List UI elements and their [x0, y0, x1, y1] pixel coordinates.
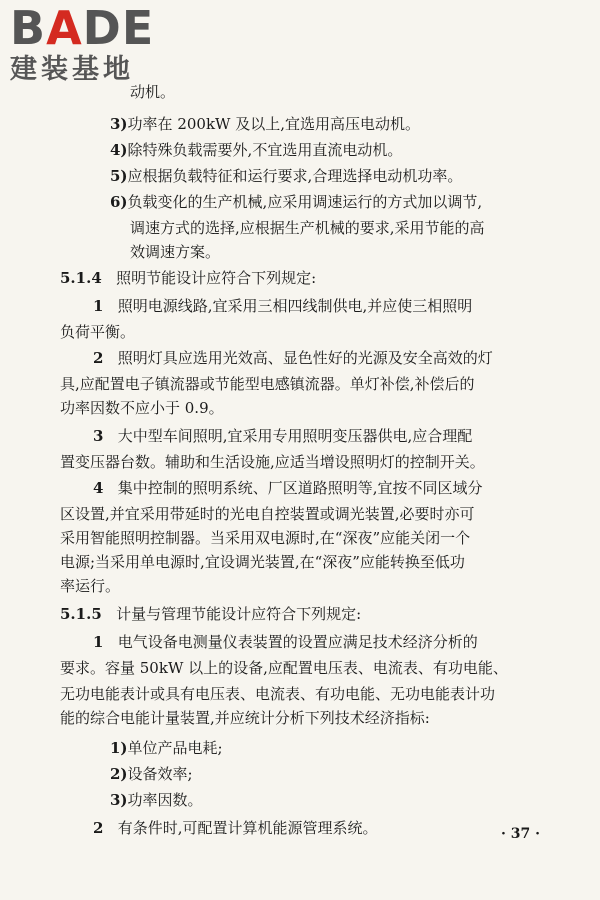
paragraph-item	[93, 818, 378, 838]
paragraph-item	[93, 632, 478, 652]
text-line	[60, 552, 465, 572]
paragraph-item	[93, 426, 472, 446]
list-item	[110, 166, 462, 186]
text-line	[60, 528, 470, 548]
line-text: 效调速方案。	[130, 243, 221, 261]
text-line	[60, 452, 485, 472]
line-text: 照明节能设计应符合下列规定:	[116, 269, 317, 287]
line-text: 负荷平衡。	[60, 323, 136, 341]
line-text: 应根据负载特征和运行要求,合理选择电动机功率。	[127, 167, 463, 185]
line-text: 无功电能表计或具有电压表、电流表、有功电能、无功电能表计功	[60, 685, 496, 703]
line-text: 设备效率;	[127, 765, 193, 783]
text-line	[130, 242, 220, 262]
text-line	[130, 82, 175, 102]
text-line	[60, 504, 475, 524]
paragraph-item	[93, 348, 493, 368]
line-text: 照明电源线路,宜采用三相四线制供电,并应使三相照明	[117, 297, 473, 315]
item-number: 2	[93, 819, 104, 837]
text-line	[60, 684, 495, 704]
list-item	[110, 790, 203, 810]
line-text: 单位产品电耗;	[127, 739, 223, 757]
text-line	[130, 218, 485, 238]
logo-wordmark	[10, 1, 190, 55]
line-text: 采用智能照明控制器。当采用双电源时,在“深夜”应能关闭一个	[60, 529, 471, 547]
item-number: 5)	[110, 167, 128, 185]
line-text: 功率在 200kW 及以上,宜选用高压电动机。	[127, 115, 420, 133]
line-text: 功率因数不应小于 0.9。	[60, 399, 224, 417]
item-number: 2	[93, 349, 104, 367]
line-text: 计量与管理节能设计应符合下列规定:	[116, 605, 362, 623]
line-text: 区设置,并宜采用带延时的光电自控装置或调光装置,必要时亦可	[60, 505, 475, 523]
clause-heading	[60, 604, 361, 624]
line-text: 大中型车间照明,宜采用专用照明变压器供电,应合理配	[117, 427, 473, 445]
paragraph-item	[93, 296, 472, 316]
item-number: 1	[93, 297, 104, 315]
paragraph-item	[93, 478, 483, 498]
line-text: 集中控制的照明系统、厂区道路照明等,宜按不同区域分	[117, 479, 483, 497]
logo-subtitle: 建装基地	[10, 54, 134, 85]
page-number: · 37 ·	[501, 826, 540, 842]
line-text: 动机。	[130, 83, 176, 101]
line-text: 有条件时,可配置计算机能源管理系统。	[117, 819, 378, 837]
line-text: 负载变化的生产机械,应采用调速运行的方式加以调节,	[127, 193, 483, 211]
item-number: 1	[93, 633, 104, 651]
list-item	[110, 738, 223, 758]
clause-number: 5.1.5	[60, 605, 102, 623]
line-text: 电源;当采用单电源时,宜设调光装置,在“深夜”应能转换至低功	[60, 553, 465, 571]
line-text: 能的综合电能计量装置,并应统计分析下列技术经济指标:	[60, 709, 430, 727]
logo-wordmark-text: BADE	[10, 1, 155, 55]
list-item	[110, 192, 482, 212]
line-text: 照明灯具应选用光效高、显色性好的光源及安全高效的灯	[117, 349, 493, 367]
item-number: 4	[93, 479, 104, 497]
clause-number: 5.1.4	[60, 269, 102, 287]
text-line	[60, 322, 135, 342]
item-number: 3	[93, 427, 104, 445]
item-number: 1)	[110, 739, 128, 757]
line-text: 调速方式的选择,应根据生产机械的要求,采用节能的高	[130, 219, 485, 237]
line-text: 电气设备电测量仪表装置的设置应满足技术经济分析的	[117, 633, 478, 651]
list-item	[110, 764, 193, 784]
text-line	[60, 398, 224, 418]
line-text: 率运行。	[60, 577, 121, 595]
item-number: 4)	[110, 141, 128, 159]
clause-heading	[60, 268, 316, 288]
publisher-logo	[10, 1, 190, 86]
text-line	[60, 576, 120, 596]
line-text: 要求。容量 50kW 以上的设备,应配置电压表、电流表、有功电能、	[60, 659, 508, 677]
text-line	[60, 658, 508, 678]
line-text: 除特殊负载需要外,不宜选用直流电动机。	[127, 141, 403, 159]
line-text: 功率因数。	[127, 791, 203, 809]
list-item	[110, 140, 402, 160]
item-number: 3)	[110, 791, 128, 809]
line-text: 具,应配置电子镇流器或节能型电感镇流器。单灯补偿,补偿后的	[60, 375, 475, 393]
item-number: 3)	[110, 115, 128, 133]
text-line	[60, 374, 475, 394]
text-line	[60, 708, 430, 728]
list-item	[110, 114, 420, 134]
item-number: 6)	[110, 193, 128, 211]
item-number: 2)	[110, 765, 128, 783]
line-text: 置变压器台数。辅助和生活设施,应适当增设照明灯的控制开关。	[60, 453, 485, 471]
